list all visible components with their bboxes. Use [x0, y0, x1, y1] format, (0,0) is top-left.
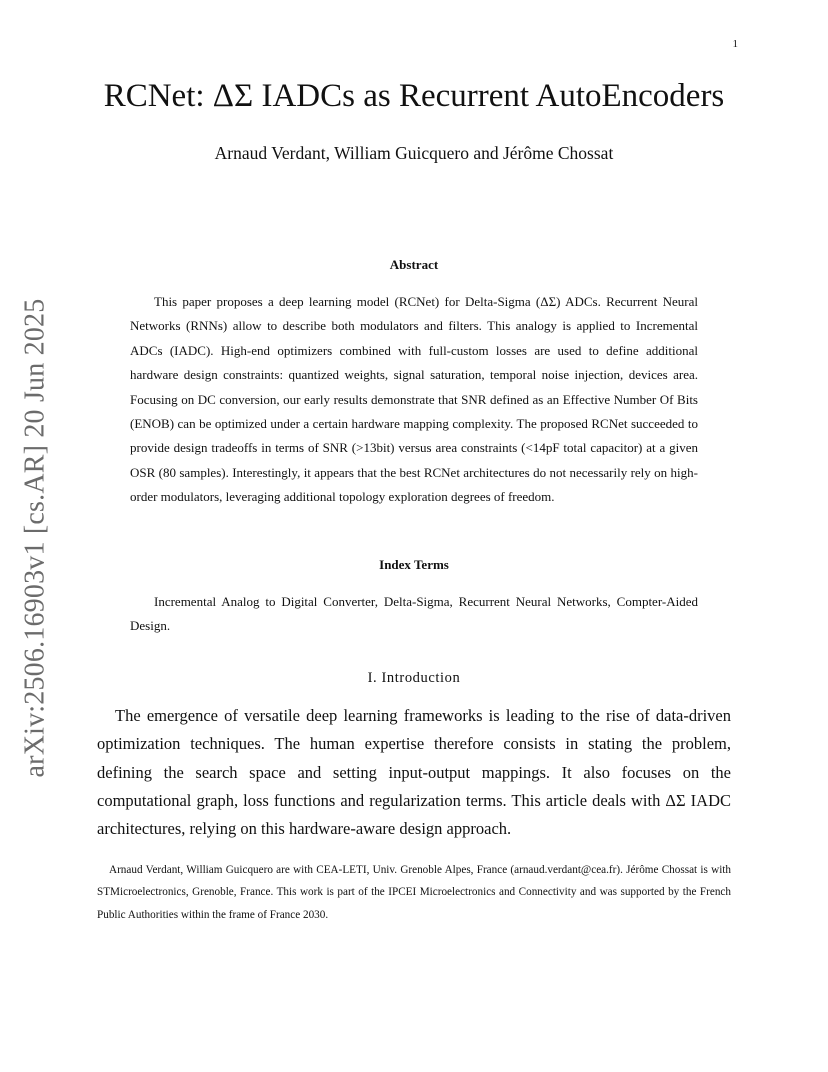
- abstract-heading: Abstract: [389, 257, 439, 272]
- index-terms-heading: Index Terms: [379, 557, 449, 572]
- author-list: Arnaud Verdant, William Guicquero and Jérôme Chossat: [214, 143, 614, 163]
- page-number: 1: [732, 38, 738, 50]
- index-terms-text: Incremental Analog to Digital Converter, Delta-Sigma, Recurrent Neural Networks, Compter-Aided Design.: [130, 594, 698, 634]
- arxiv-identifier-stamp: [4, 298, 66, 778]
- arxiv-stamp-text: arXiv:2506.16903v1 [cs.AR] 20 Jun 2025: [19, 298, 50, 778]
- author-affiliation-footnote: Arnaud Verdant, William Guicquero are with CEA-LETI, Univ. Grenoble Alpes, France (arnaud.verdant@cea.fr). Jérôme Chossat is with STMicroelectronics, Grenoble, France. This work is part of the IPCEI Microelectronics and Connectivity and was supported by the French Public Authorities within the frame of France 2030.: [97, 864, 731, 921]
- paper-title: RCNet: ΔΣ IADCs as Recurrent AutoEncoders: [103, 78, 725, 114]
- introduction-heading: I. Introduction: [367, 670, 461, 686]
- abstract-text: This paper proposes a deep learning model (RCNet) for Delta-Sigma (ΔΣ) ADCs. Recurrent Neural Networks (RNNs) allow to describe both modulators and filters. This analogy is applied to Incremental ADCs (IADC). High-end optimizers combined with full-custom losses are used to define additional hardware design constraints: quantized weights, signal saturation, temporal noise injection, devices area. Focusing on DC conversion, our early results demonstrate that SNR defined as an Effective Number Of Bits (ENOB) can be optimized under a certain hardware mapping complexity. The proposed RCNet succeeded to provide design tradeoffs in terms of SNR (>13bit) versus area constraints (<14pF total capacitor) at a given OSR (80 samples). Interestingly, it appears that the best RCNet architectures do not necessarily rely on high-order modulators, leveraging additional topology exploration degrees of freedom.: [130, 294, 698, 505]
- introduction-text: The emergence of versatile deep learning frameworks is leading to the rise of data-driven optimization techniques. The human expertise therefore consists in stating the problem, defining the search space and setting input-output mappings. It also focuses on the computational graph, loss functions and regularization terms. This article deals with ΔΣ IADC architectures, relying on this hardware-aware design approach.: [97, 706, 731, 839]
